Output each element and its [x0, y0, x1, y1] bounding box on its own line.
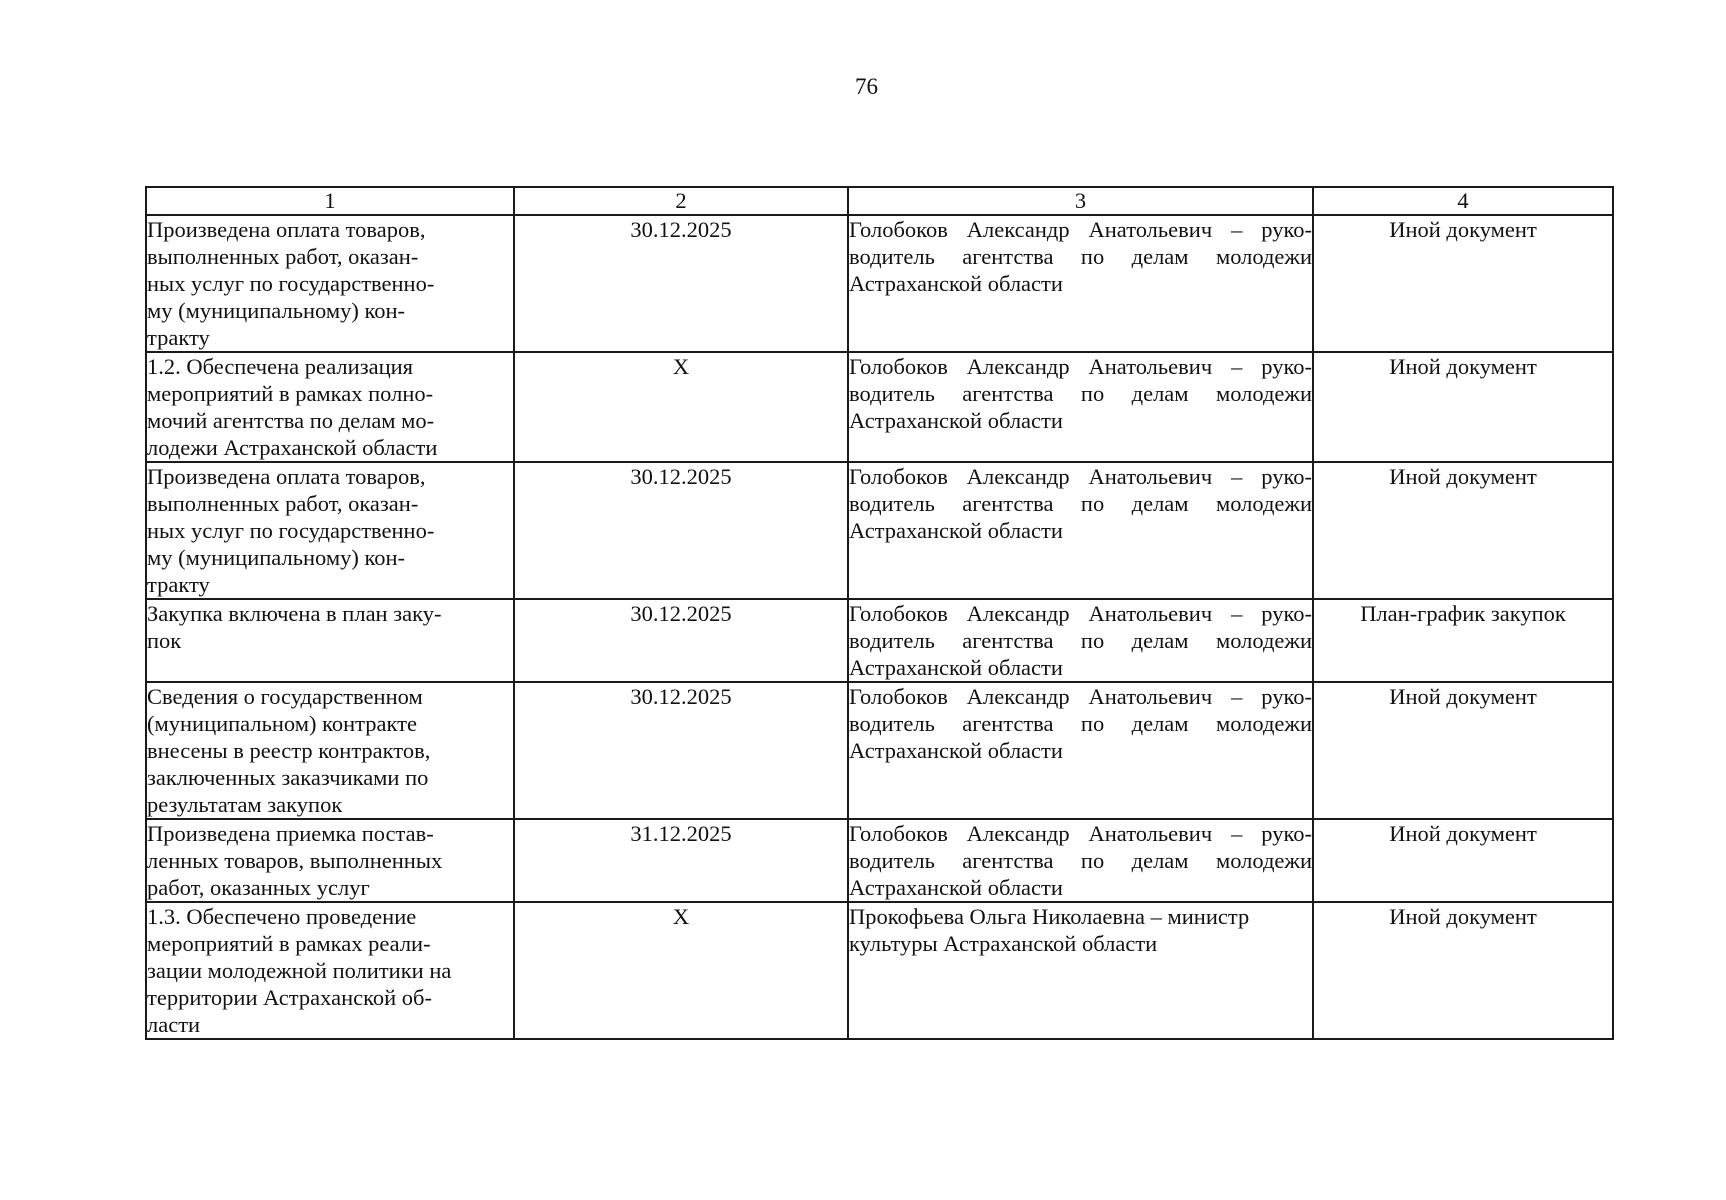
- event-description: Произведена оплата товаров, выполненных работ, оказан- ных услуг по государственно- му (муниципальному) кон- тракту: [147, 217, 435, 350]
- responsible-cell: [848, 599, 1313, 682]
- date-cell: [514, 682, 848, 819]
- document-type: Иной документ: [1389, 464, 1537, 489]
- table-header-row: [146, 187, 1613, 215]
- responsible-person: Голобоков Александр Анатольевич – руко-водитель агентства по делам молодежи Астраханской области: [849, 217, 1312, 296]
- event-description-cell: [146, 462, 514, 599]
- document-type-cell: [1313, 599, 1613, 682]
- date-cell: [514, 462, 848, 599]
- date-value: 30.12.2025: [630, 217, 732, 242]
- table-row: [146, 682, 1613, 819]
- responsible-person: Голобоков Александр Анатольевич – руко-водитель агентства по делам молодежи Астраханской области: [849, 684, 1312, 763]
- table-row: [146, 902, 1613, 1039]
- column-header: 4: [1313, 187, 1613, 215]
- page-number: 76: [855, 74, 878, 99]
- event-description: 1.2. Обеспечена реализация мероприятий в рамках полно- мочий агентства по делам мо- лодежи Астраханской области: [147, 354, 438, 460]
- responsible-person: Прокофьева Ольга Николаевна – министр культуры Астраханской области: [849, 904, 1250, 956]
- date-value: 30.12.2025: [630, 684, 732, 709]
- date-value: 31.12.2025: [630, 821, 732, 846]
- event-description-cell: [146, 215, 514, 352]
- date-value: Х: [672, 904, 690, 929]
- event-description-cell: [146, 902, 514, 1039]
- document-type: Иной документ: [1389, 354, 1537, 379]
- document-type: Иной документ: [1389, 821, 1537, 846]
- date-cell: [514, 902, 848, 1039]
- event-description: Произведена приемка постав- ленных товаров, выполненных работ, оказанных услуг: [147, 821, 443, 900]
- responsible-person: Голобоков Александр Анатольевич – руко-водитель агентства по делам молодежи Астраханской области: [849, 821, 1312, 900]
- table-row: [146, 599, 1613, 682]
- event-description: 1.3. Обеспечено проведение мероприятий в рамках реали- зации молодежной политики на территории Астраханской об- ласти: [147, 904, 452, 1037]
- document-type-cell: [1313, 462, 1613, 599]
- date-cell: [514, 599, 848, 682]
- date-value: Х: [672, 354, 690, 379]
- event-description: Сведения о государственном (муниципальном) контракте внесены в реестр контрактов, заключенных заказчиками по результатам закупок: [147, 684, 431, 817]
- table-row: [146, 462, 1613, 599]
- date-value: 30.12.2025: [630, 464, 732, 489]
- document-type: Иной документ: [1389, 904, 1537, 929]
- responsible-cell: [848, 819, 1313, 902]
- responsible-person: Голобоков Александр Анатольевич – руко-водитель агентства по делам молодежи Астраханской области: [849, 601, 1312, 680]
- document-type-cell: [1313, 682, 1613, 819]
- column-header: 3: [848, 187, 1313, 215]
- document-type-cell: [1313, 902, 1613, 1039]
- document-type-cell: [1313, 215, 1613, 352]
- date-cell: [514, 215, 848, 352]
- table-row: [146, 819, 1613, 902]
- date-cell: [514, 352, 848, 462]
- event-description-cell: [146, 682, 514, 819]
- event-description-cell: [146, 819, 514, 902]
- responsible-cell: [848, 902, 1313, 1039]
- event-description-cell: [146, 599, 514, 682]
- responsible-cell: [848, 352, 1313, 462]
- responsible-person: Голобоков Александр Анатольевич – руко-водитель агентства по делам молодежи Астраханской области: [849, 354, 1312, 433]
- column-header: 2: [514, 187, 848, 215]
- table-row: [146, 215, 1613, 352]
- date-cell: [514, 819, 848, 902]
- responsible-cell: [848, 215, 1313, 352]
- document-type: План-график закупок: [1360, 601, 1566, 626]
- event-description: Произведена оплата товаров, выполненных работ, оказан- ных услуг по государственно- му (муниципальному) кон- тракту: [147, 464, 435, 597]
- document-type-cell: [1313, 819, 1613, 902]
- event-description-cell: [146, 352, 514, 462]
- responsible-cell: [848, 682, 1313, 819]
- responsible-person: Голобоков Александр Анатольевич – руко-водитель агентства по делам молодежи Астраханской области: [849, 464, 1312, 543]
- date-value: 30.12.2025: [630, 601, 732, 626]
- table-row: [146, 352, 1613, 462]
- document-type: Иной документ: [1389, 684, 1537, 709]
- document-type: Иной документ: [1389, 217, 1537, 242]
- event-description: Закупка включена в план заку- пок: [147, 601, 442, 653]
- document-type-cell: [1313, 352, 1613, 462]
- document-table: [145, 186, 1614, 1040]
- column-header: 1: [146, 187, 514, 215]
- responsible-cell: [848, 462, 1313, 599]
